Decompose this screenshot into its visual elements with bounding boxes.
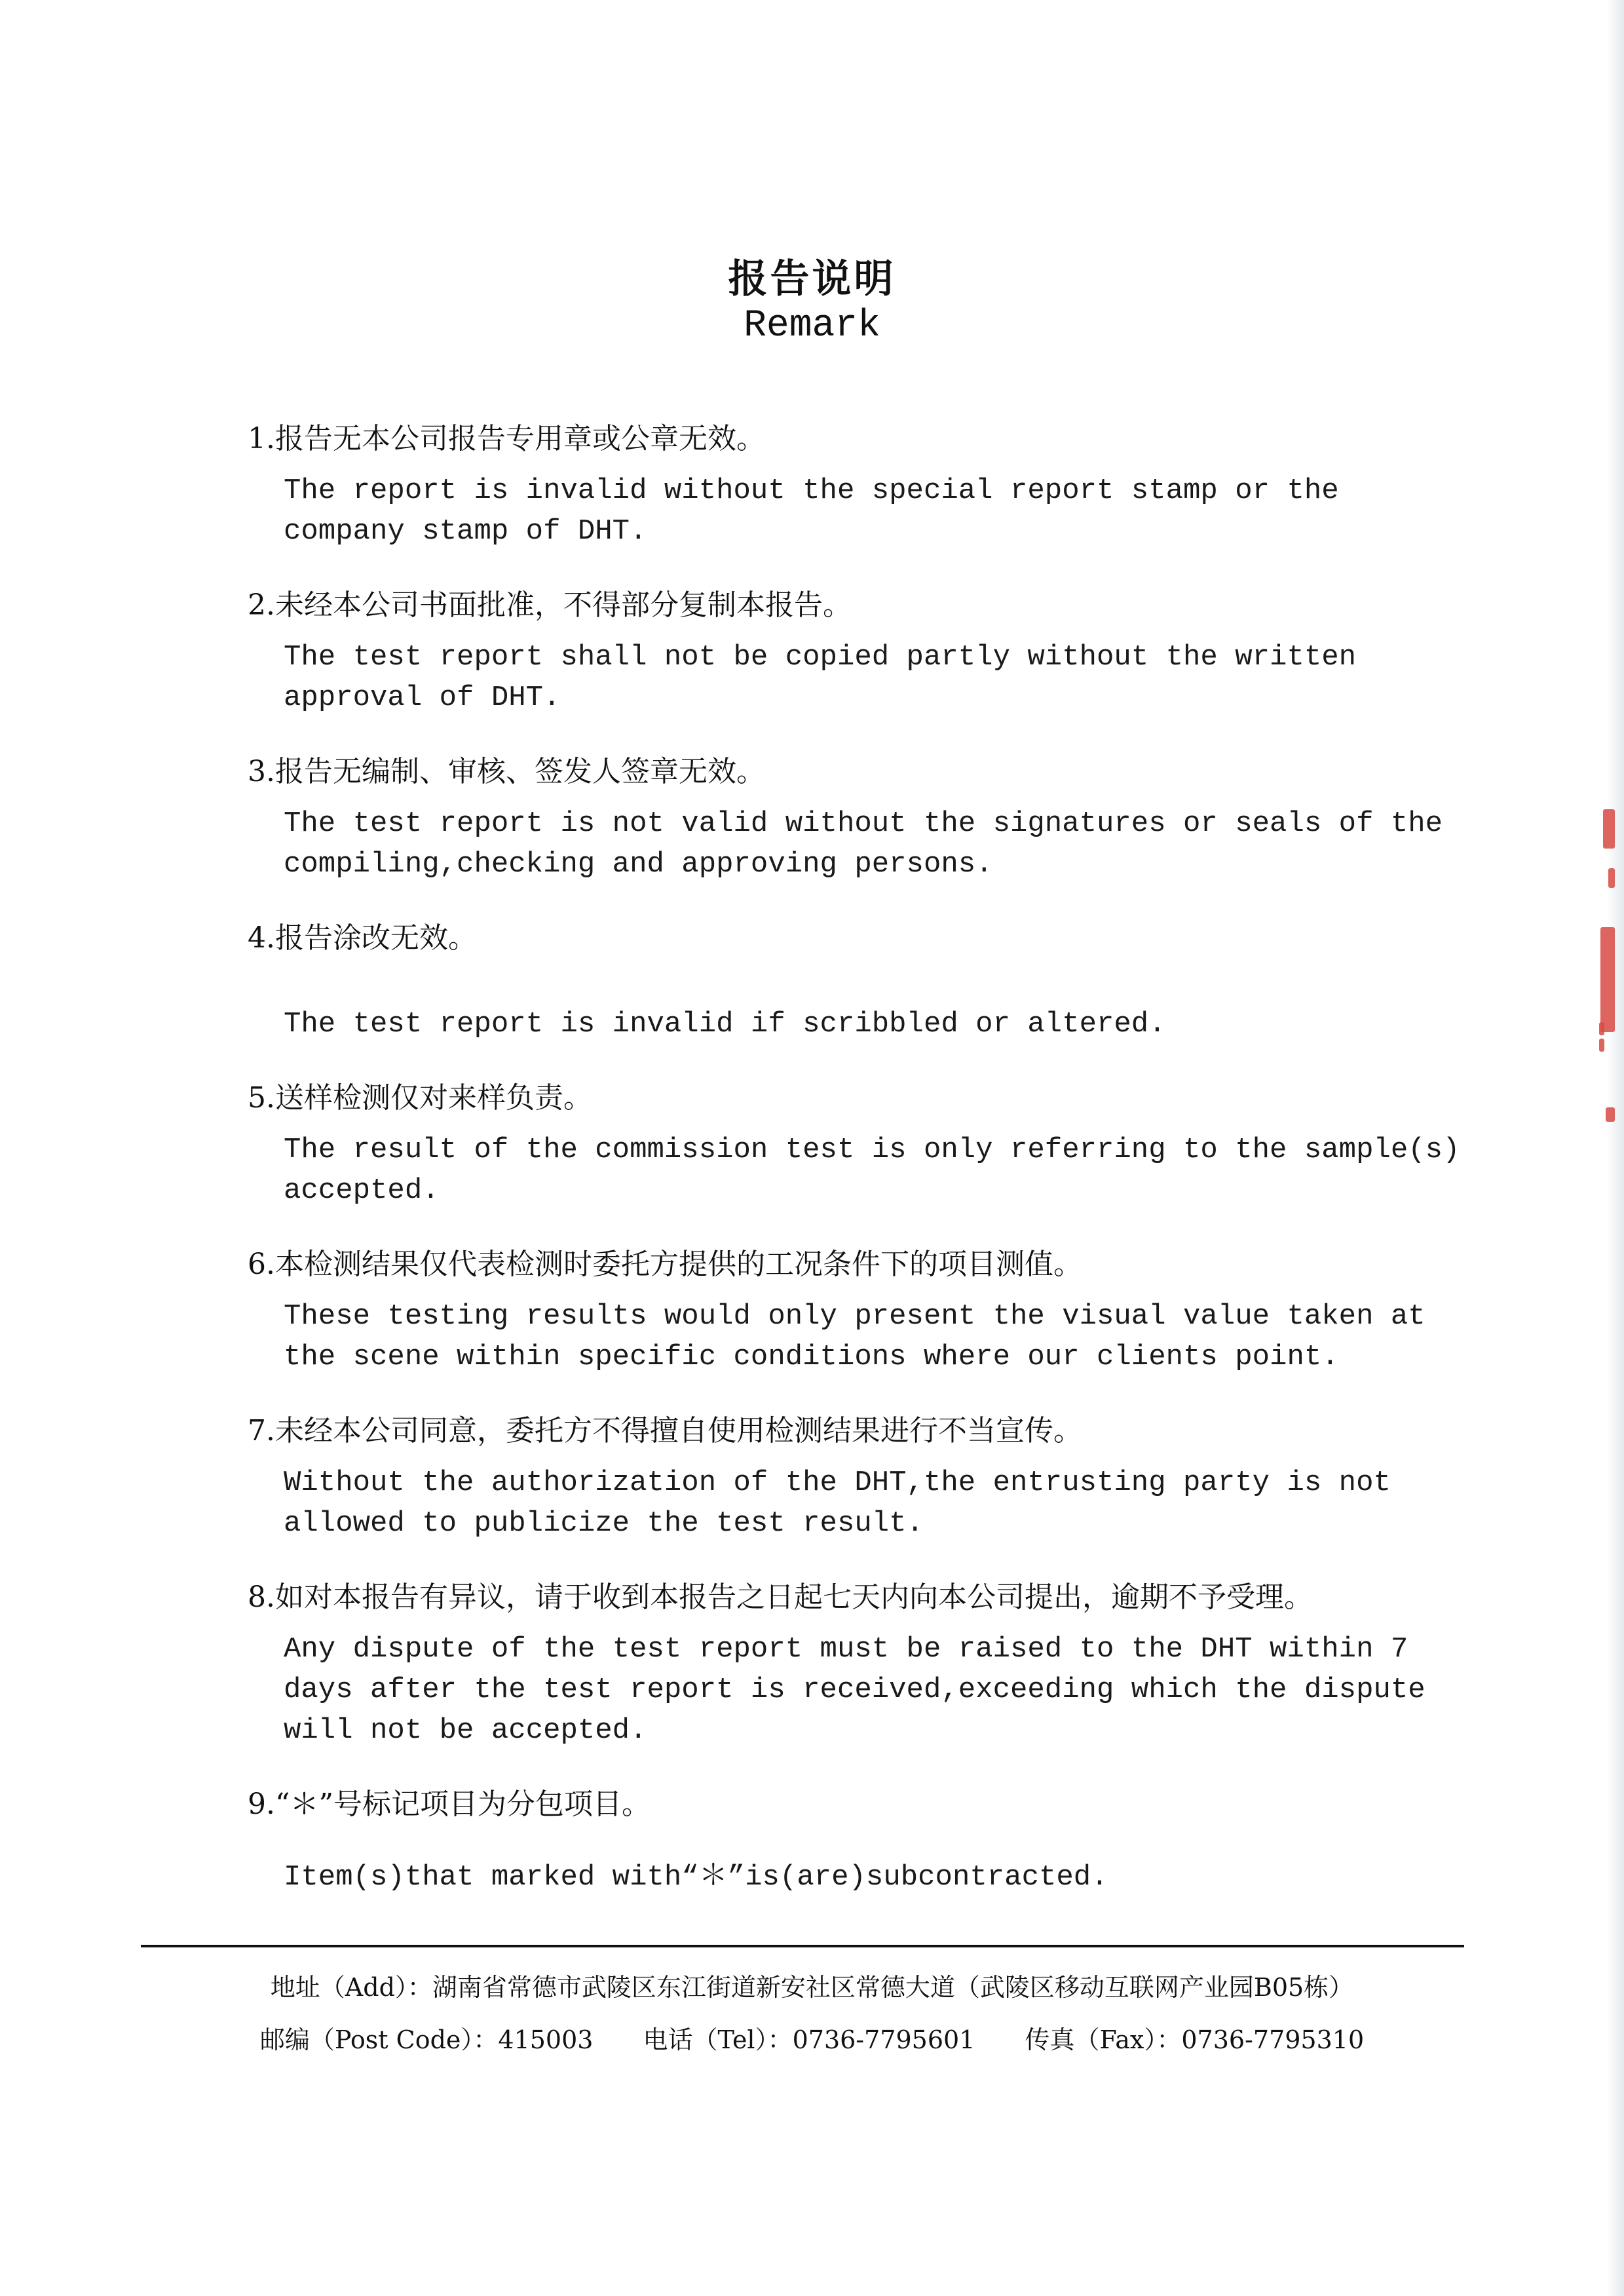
remark-number: 3.: [248, 755, 275, 788]
remark-chinese: [248, 1245, 1466, 1284]
footer-address: 地址（Add）：湖南省常德市武陵区东江街道新安社区常德大道（武陵区移动互联网产业园B05栋）: [270, 1973, 1354, 2002]
remark-number: 6.: [248, 1248, 275, 1281]
remark-chinese: [248, 1785, 1466, 1824]
remark-english-text: The report is invalid without the special report stamp or the company stamp of DHT.: [284, 474, 1339, 548]
remark-english-text: The test report shall not be copied partly without the written approval of DHT.: [284, 641, 1357, 714]
remark-number: 5.: [248, 1081, 275, 1115]
remark-item: [248, 1785, 1466, 1898]
remark-item: [248, 419, 1466, 552]
footer-divider: [141, 1945, 1464, 1947]
remark-chinese: [248, 752, 1466, 792]
footer-tel: 电话（Tel）：0736-7795601: [643, 2025, 975, 2054]
remark-chinese-text: “＊”号标记项目为分包项目。: [274, 1788, 651, 1821]
remark-chinese: [248, 1578, 1466, 1617]
page-title-english: Remark: [744, 305, 880, 347]
remark-chinese-text: 报告无编制、审核、签发人签章无效。: [274, 755, 765, 788]
remark-number: 7.: [248, 1414, 275, 1447]
seal-stamp-fragment: [1603, 809, 1615, 849]
remark-chinese-text: 如对本报告有异议，请于收到本报告之日起七天内向本公司提出，逾期不予受理。: [274, 1580, 1313, 1614]
remark-item: [248, 1245, 1466, 1377]
remark-number: 9.: [248, 1788, 275, 1821]
remark-chinese-text: 报告无本公司报告专用章或公章无效。: [274, 422, 765, 455]
remark-chinese: [248, 919, 1466, 958]
remark-number: 4.: [248, 921, 275, 955]
footer-fax: 传真（Fax）：0736-7795310: [1025, 2025, 1365, 2054]
footer-contact: [0, 2019, 1624, 2056]
seal-stamp-fragment: [1599, 1022, 1604, 1035]
remark-english-text: Without the authorization of the DHT,the entrusting party is not allowed to publicize the test result.: [284, 1466, 1391, 1540]
remark-english-text: The test report is not valid without the signatures or seals of the compiling,checking and approving persons.: [284, 807, 1443, 881]
remark-english-text: Item(s)that marked with“＊”is(are)subcontracted.: [284, 1861, 1108, 1894]
remark-item: [248, 1578, 1466, 1751]
remark-item: [248, 1079, 1466, 1211]
seal-stamp-fragment: [1606, 1107, 1615, 1122]
remark-item: [248, 919, 1466, 1044]
seal-stamp-fragment: [1608, 868, 1615, 888]
remark-chinese-text: 送样检测仅对来样负责。: [274, 1081, 592, 1115]
footer-postcode: 邮编（Post Code）：415003: [259, 2025, 594, 2054]
remark-chinese: [248, 586, 1466, 625]
remark-item: [248, 752, 1466, 885]
remarks-list: [248, 419, 1466, 1932]
remark-chinese-text: 未经本公司书面批准，不得部分复制本报告。: [274, 588, 852, 622]
remark-english-text: The result of the commission test is only referring to the sample(s) accepted.: [284, 1134, 1460, 1207]
remark-english-text: The test report is invalid if scribbled or altered.: [284, 1008, 1166, 1041]
seal-stamp-fragment: [1600, 927, 1615, 1032]
remark-number: 1.: [248, 422, 275, 455]
remark-item: [248, 1411, 1466, 1544]
remark-chinese-text: 报告涂改无效。: [274, 921, 477, 955]
remark-english-text: These testing results would only present the visual value taken at the scene within specific conditions where our clients point.: [284, 1300, 1426, 1373]
remark-chinese-text: 未经本公司同意，委托方不得擅自使用检测结果进行不当宣传。: [274, 1414, 1082, 1447]
remark-number: 2.: [248, 588, 275, 622]
remark-chinese-text: 本检测结果仅代表检测时委托方提供的工况条件下的项目测值。: [274, 1248, 1082, 1281]
page-title-chinese: 报告说明: [728, 256, 896, 302]
remark-chinese: [248, 1079, 1466, 1118]
remark-number: 8.: [248, 1580, 275, 1614]
remark-item: [248, 586, 1466, 718]
remark-chinese: [248, 1411, 1466, 1451]
remark-chinese: [248, 419, 1466, 459]
remark-english-text: Any dispute of the test report must be raised to the DHT within 7 days after the test report is received,exceeding which the dispute will not be accepted.: [284, 1633, 1426, 1747]
seal-stamp-fragment: [1599, 1039, 1604, 1052]
